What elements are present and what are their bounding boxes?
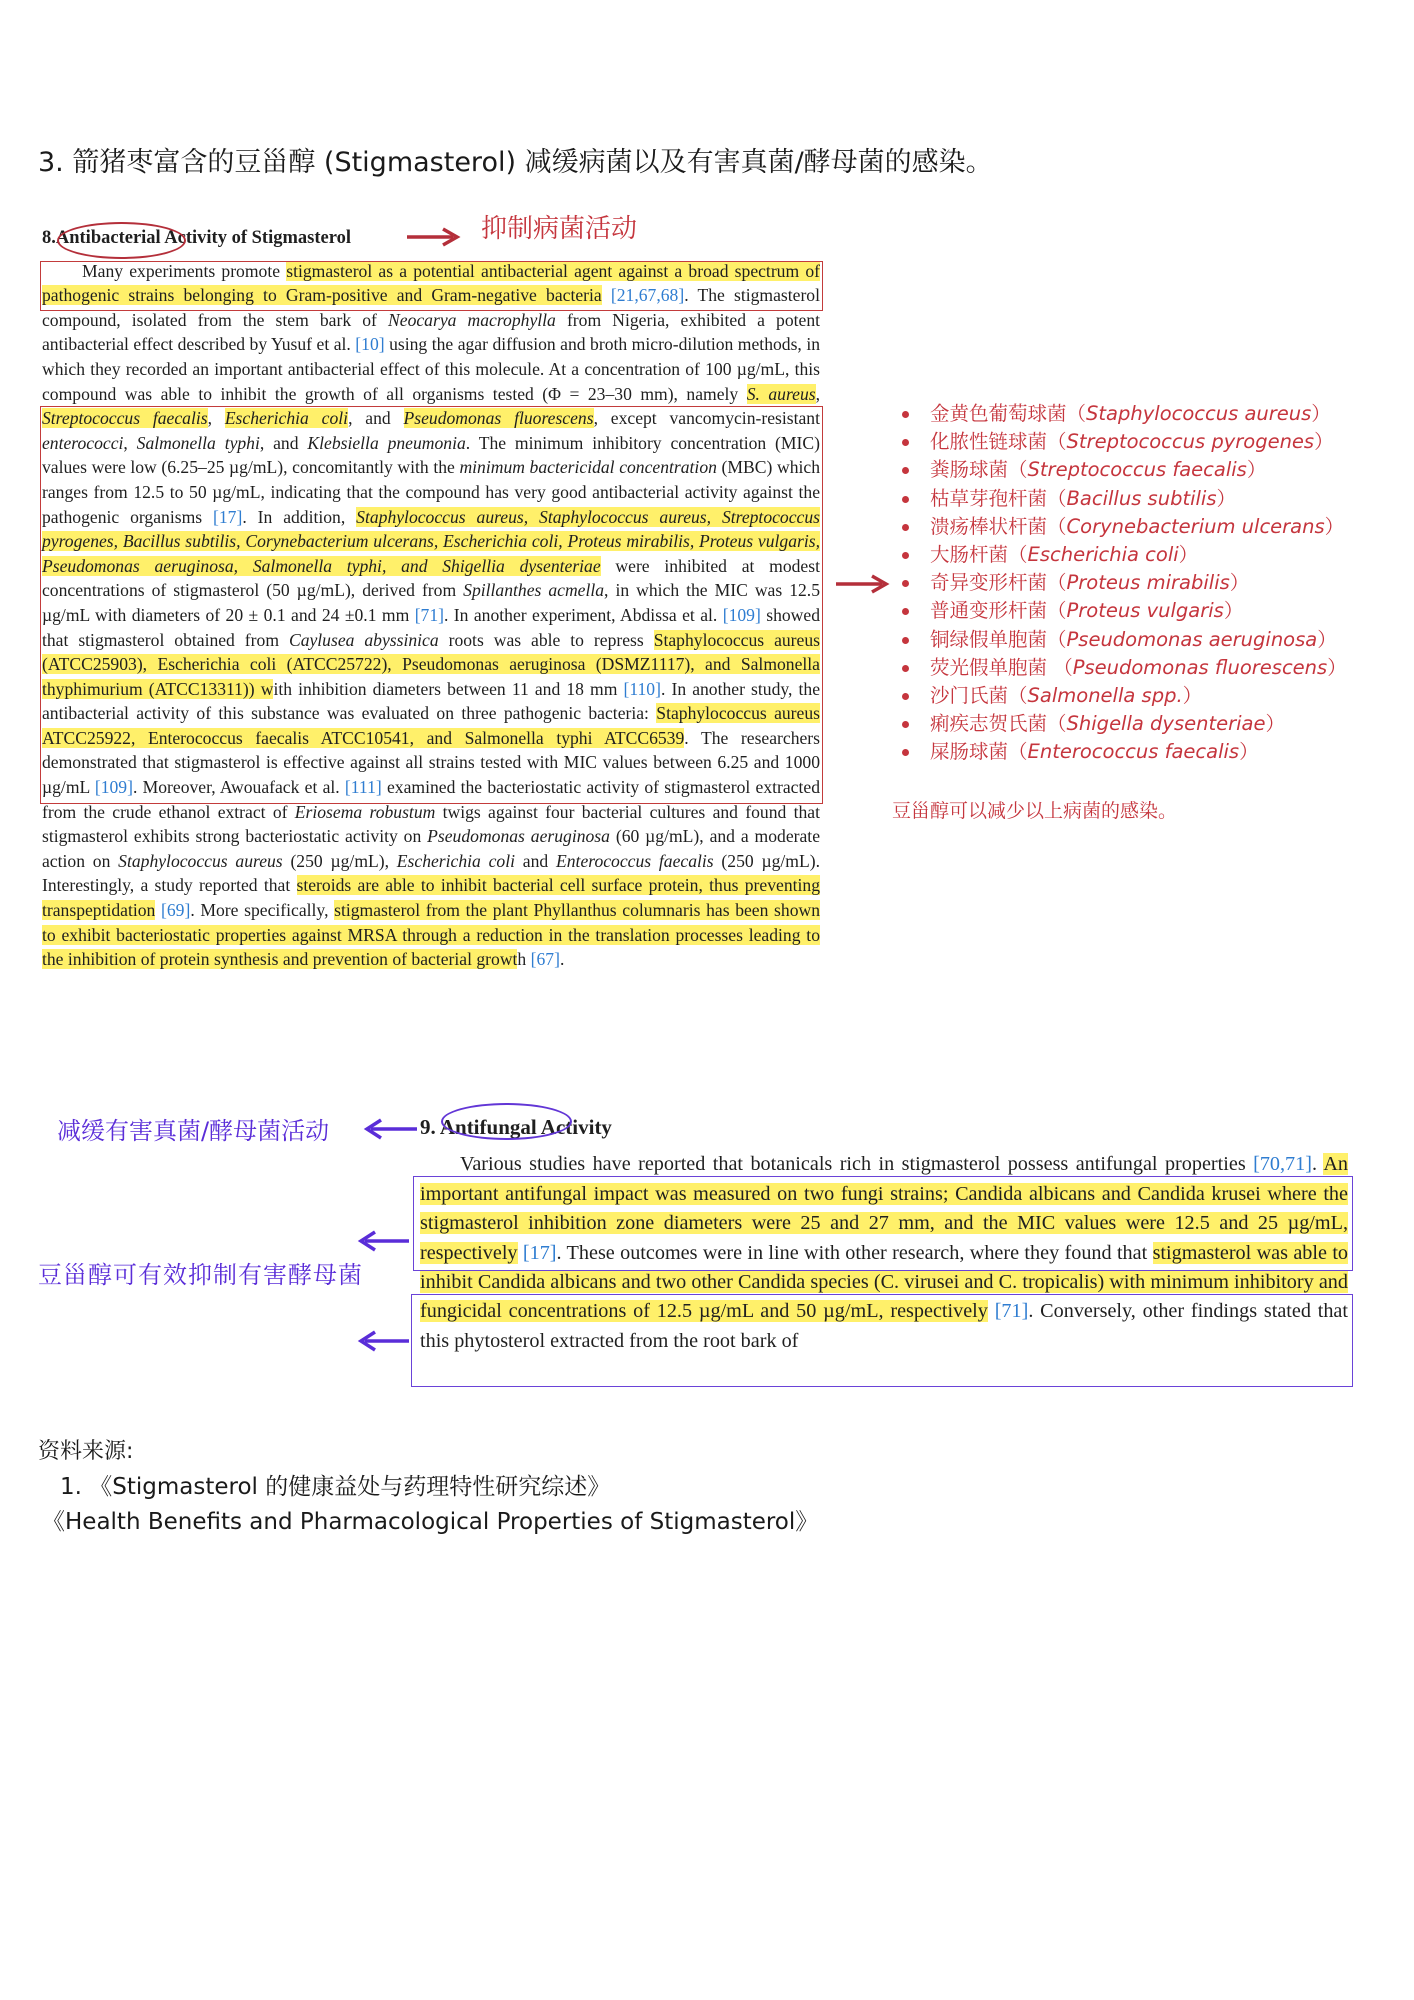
antibacterial-label: 抑制病菌活动	[481, 214, 638, 244]
citation-link[interactable]: [10]	[355, 334, 385, 355]
bacteria-list-item: 枯草芽孢杆菌（Bacillus subtilis）	[900, 485, 1347, 513]
bacteria-list-item: 沙门氏菌（Salmonella spp.）	[900, 682, 1347, 710]
antibacterial-circle-mark	[57, 222, 186, 259]
bacteria-list-item: 荧光假单胞菌 （Pseudomonas fluorescens）	[900, 654, 1347, 682]
bacteria-list-item: 奇异变形杆菌（Proteus mirabilis）	[900, 569, 1347, 597]
bacteria-list-item: 大肠杆菌（Escherichia coli）	[900, 541, 1347, 569]
citation-link[interactable]: [111]	[344, 777, 382, 798]
antifungal-keyword: Antifungal	[439, 1115, 537, 1139]
bacteria-list-item: 金黄色葡萄球菌（Staphylococcus aureus）	[900, 400, 1347, 428]
citation-link[interactable]: [110]	[623, 678, 661, 699]
source-item-chinese: 1. 《Stigmasterol 的健康益处与药理特性研究综述》	[60, 1474, 611, 1500]
citation-link[interactable]: [17]	[213, 506, 243, 527]
citation-link[interactable]: [67]	[530, 949, 560, 970]
section9-title: 9. Antifungal Activity	[420, 1115, 612, 1139]
bacteria-list-item: 痢疾志贺氏菌（Shigella dysenteriae）	[900, 710, 1347, 738]
bacteria-list-item: 化脓性链球菌（Streptococcus pyrogenes）	[900, 428, 1347, 456]
highlight-box-candida	[413, 1176, 1353, 1271]
citation-link[interactable]: [69]	[161, 900, 191, 921]
antibacterial-keyword: Antibacterial	[55, 228, 161, 248]
section8-title: 8.Antibacterial Activity of Stigmasterol	[42, 228, 351, 248]
source-item-english: 《Health Benefits and Pharmacological Properties of Stigmasterol》	[42, 1509, 819, 1535]
citation-link[interactable]: [109]	[94, 777, 133, 798]
antifungal-note: 豆甾醇可有效抑制有害酵母菌	[38, 1261, 363, 1289]
bacteria-list-item: 屎肠球菌（Enterococcus faecalis）	[900, 738, 1347, 766]
bacteria-list-item: 普通变形杆菌（Proteus vulgaris）	[900, 597, 1347, 625]
bacteria-list-item: 溃疡棒状杆菌（Corynebacterium ulcerans）	[900, 513, 1347, 541]
antifungal-label: 减缓有害真菌/酵母菌活动	[57, 1117, 330, 1145]
highlight-box-strains	[40, 406, 823, 804]
section9-paragraph: Various studies have reported that botanicals rich in stigmasterol possess antifungal properties [70,71]. An important antifungal impact was measured on two fungi strains; Candida albicans and Candida krusei where the stigmasterol inhibition zone diameters were 25 and 27 mm, and the MIC values were 12.5 and 25 µg/mL, respectively [17]. These outcomes were in line with other research, where they found that stigmasterol was able to inhibit Candida albicans and two other Candida species (C. virusei and C. tropicalis) with minimum inhibitory and fungicidal concentrations of 12.5 µg/mL and 50 µg/mL, respectively [71]. Conversely, other findings stated that this phytosterol extracted from the root bark of	[420, 1153, 1349, 1352]
citation-link[interactable]: [71]	[994, 1300, 1029, 1323]
antibacterial-note: 豆甾醇可以减少以上病菌的感染。	[892, 800, 1178, 822]
arrow-right-icon	[834, 573, 890, 595]
highlight-box-candida-species	[411, 1294, 1353, 1387]
citation-link[interactable]: [70,71]	[1253, 1153, 1312, 1176]
antifungal-circle-mark	[441, 1103, 572, 1140]
bacteria-list-item: 铜绿假单胞菌（Pseudomonas aeruginosa）	[900, 626, 1347, 654]
citation-link[interactable]: [21,67,68]	[610, 285, 685, 306]
arrow-left-icon	[357, 1329, 413, 1353]
section8-paragraph: Many experiments promote stigmasterol as a potential antibacterial agent against a broad spectrum of pathogenic strains belonging to Gram-positive and Gram-negative bacteria [21,67,68]. The stigmasterol compound, isolated from the stem bark of Neocarya macrophylla from Nigeria, exhibited a potent antibacterial effect described by Yusuf et al. [10] using the agar diffusion and broth micro-dilution methods, in which they recorded an important antibacterial effect of this molecule. At a concentration of 100 µg/mL, this compound was able to inhibit the growth of all organisms tested (Φ = 23–30 mm), namely S. aureus, Streptococcus faecalis, Escherichia coli, and Pseudomonas fluorescens, except vancomycin-resistant enterococci, Salmonella typhi, and Klebsiella pneumonia. The minimum inhibitory concentration (MIC) values were low (6.25–25 µg/mL), concomitantly with the minimum bactericidal concentration (MBC) which ranges from 12.5 to 50 µg/mL, indicating that the compound has very good antibacterial activity against the pathogenic organisms [17]. In addition, Staphylococcus aureus, Staphylococcus aureus, Streptococcus pyrogenes, Bacillus subtilis, Corynebacterium ulcerans, Escherichia coli, Proteus mirabilis, Proteus vulgaris, Pseudomonas aeruginosa, Salmonella typhi, and Shigellia dysenteriae were inhibited at modest concentrations of stigmasterol (50 µg/mL), derived from Spillanthes acmella, in which the MIC was 12.5 µg/mL with diameters of 20 ± 0.1 and 24 ±0.1 mm [71]. In another experiment, Abdissa et al. [109] showed that stigmasterol obtained from Caylusea abyssinica roots was able to repress Staphylococcus aureus (ATCC25903), Escherichia coli (ATCC25722), Pseudomonas aeruginosa (DSMZ1117), and Salmonella thyphimurium (ATCC13311)) with inhibition diameters between 11 and 18 mm [110]. In another study, the antibacterial activity of this substance was evaluated on three pathogenic bacteria: Staphylococcus aureus ATCC25922, Enterococcus faecalis ATCC10541, and Salmonella typhi ATCC6539. The researchers demonstrated that stigmasterol is effective against all strains tested with MIC values between 6.25 and 1000 µg/mL [109]. Moreover, Awouafack et al. [111] examined the bacteriostatic activity of stigmasterol extracted from the crude ethanol extract of Eriosema robustum twigs against four bacterial cultures and found that stigmasterol exhibits strong bacteriostatic activity on Pseudomonas aeruginosa (60 µg/mL), and a moderate action on Staphylococcus aureus (250 µg/mL), Escherichia coli and Enterococcus faecalis (250 µg/mL). Interestingly, a study reported that steroids are able to inhibit bacterial cell surface protein, thus preventing transpeptidation [69]. More specifically, stigmasterol from the plant Phyllanthus columnaris has been shown to exhibit bacteriostatic properties against MRSA through a reduction in the translation processes leading to the inhibition of protein synthesis and prevention of bacterial growth [67].	[42, 260, 821, 970]
sources-title: 资料来源:	[38, 1439, 134, 1464]
citation-link[interactable]: [17]	[522, 1241, 557, 1264]
arrow-left-icon	[357, 1229, 413, 1253]
highlight-box-intro	[40, 261, 823, 311]
arrow-left-icon	[363, 1117, 419, 1141]
bacteria-list-item: 粪肠球菌（Streptococcus faecalis）	[900, 456, 1347, 484]
page-heading: 3. 箭猪枣富含的豆甾醇 (Stigmasterol) 减缓病菌以及有害真菌/酵母菌的感染。	[38, 147, 993, 178]
citation-link[interactable]: [71]	[414, 604, 444, 625]
citation-link[interactable]: [109]	[722, 604, 761, 625]
arrow-right-icon	[405, 226, 461, 248]
bacteria-list	[900, 400, 1347, 767]
